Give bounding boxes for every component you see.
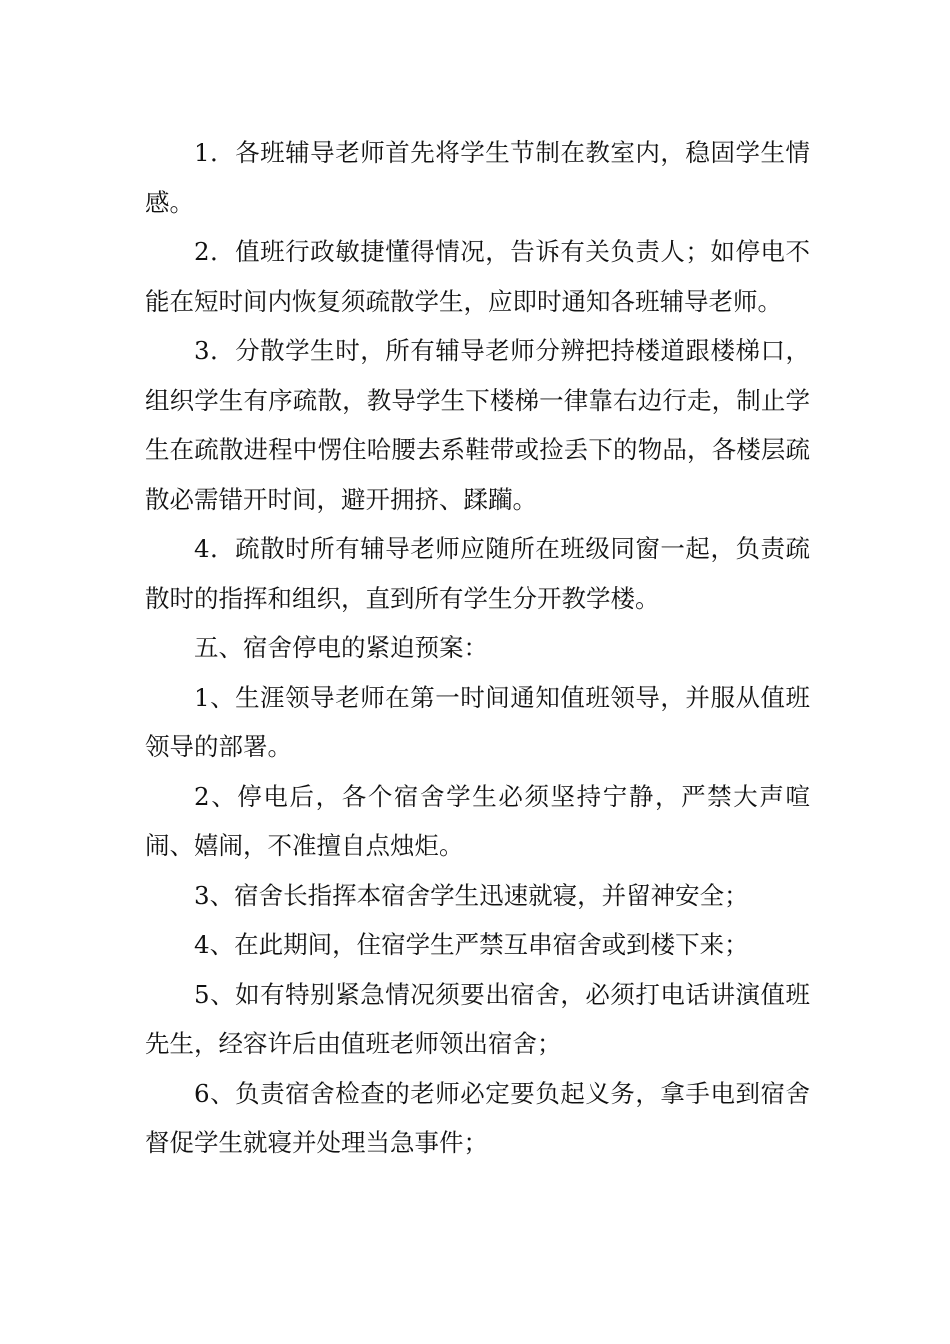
paragraph-7: 3、宿舍长指挥本宿舍学生迅速就寝，并留神安全； xyxy=(194,880,749,910)
paragraph-10: 6、负责宿舍检查的老师必定要负起义务，拿手电到宿舍督促学生就寝并处理当急事件； xyxy=(145,1078,810,1157)
section-heading: 五、宿舍停电的紧迫预案： xyxy=(194,633,488,662)
paragraph-1: 1．各班辅导老师首先将学生节制在教室内，稳固学生情感。 xyxy=(145,138,810,217)
paragraph-5: 1、生涯领导老师在第一时间通知值班领导，并服从值班领导的部署。 xyxy=(145,682,810,761)
paragraph-4: 4．疏散时所有辅导老师应随所在班级同窗一起，负责疏散时的指挥和组织，直到所有学生分开教学楼。 xyxy=(145,534,810,613)
paragraph-2: 2．值班行政敏捷懂得情况，告诉有关负责人；如停电不能在短时间内恢复须疏散学生，应即时通知各班辅导老师。 xyxy=(145,237,810,316)
paragraph-3: 3．分散学生时，所有辅导老师分辨把持楼道跟楼梯口，组织学生有序疏散，教导学生下楼梯一律靠右边行走，制止学生在疏散进程中愣住哈腰去系鞋带或捡丢下的物品，各楼层疏散必需错开时间，避开拥挤、蹂躏。 xyxy=(145,336,810,514)
paragraph-8: 4、在此期间，住宿学生严禁互串宿舍或到楼下来； xyxy=(194,930,749,959)
paragraph-9: 5、如有特别紧急情况须要出宿舍，必须打电话讲演值班先生，经容许后由值班老师领出宿舍； xyxy=(145,979,810,1058)
document-body xyxy=(145,128,810,1168)
paragraph-6: 2、停电后，各个宿舍学生必须坚持宁静，严禁大声喧闹、嬉闹，不准擅自点烛炬。 xyxy=(145,781,810,860)
